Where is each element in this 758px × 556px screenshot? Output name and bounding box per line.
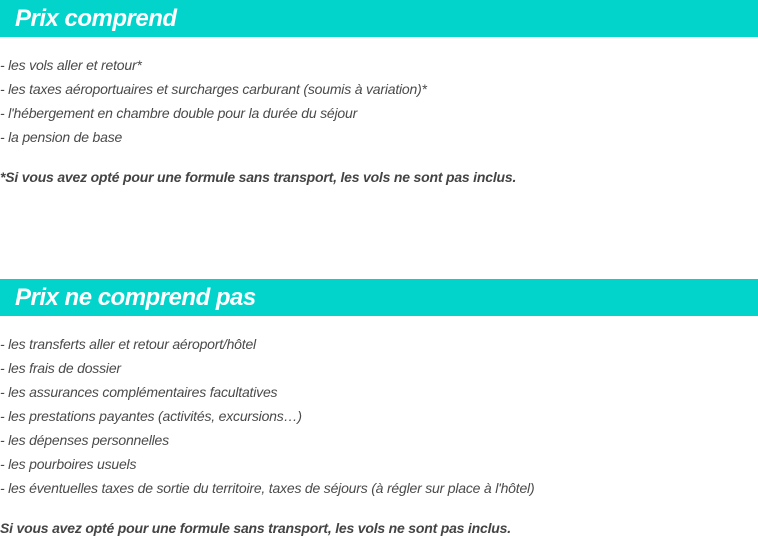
excluded-header-bar [0,279,758,316]
list-item: - les prestations payantes (activités, excursions…) [0,408,302,424]
list-item: - les dépenses personnelles [0,432,169,448]
list-item: - les pourboires usuels [0,456,137,472]
list-item: - les taxes aéroportuaires et surcharges carburant (soumis à variation)* [0,81,427,97]
list-item: - l'hébergement en chambre double pour la durée du séjour [0,105,358,121]
list-item: - les éventuelles taxes de sortie du territoire, taxes de séjours (à régler sur place à l'hôtel) [0,480,535,496]
list-item: - les transferts aller et retour aéroport/hôtel [0,336,256,352]
excluded-title: Prix ne comprend pas [15,284,256,311]
included-header-bar [0,0,758,37]
excluded-note: Si vous avez opté pour une formule sans transport, les vols ne sont pas inclus. [0,520,511,536]
included-list [0,53,427,149]
list-item: - la pension de base [0,129,123,145]
included-title: Prix comprend [15,5,177,32]
excluded-list [0,332,534,500]
list-item: - les assurances complémentaires facultatives [0,384,278,400]
list-item: - les vols aller et retour* [0,57,142,73]
list-item: - les frais de dossier [0,360,121,376]
included-note: *Si vous avez opté pour une formule sans transport, les vols ne sont pas inclus. [0,169,517,185]
